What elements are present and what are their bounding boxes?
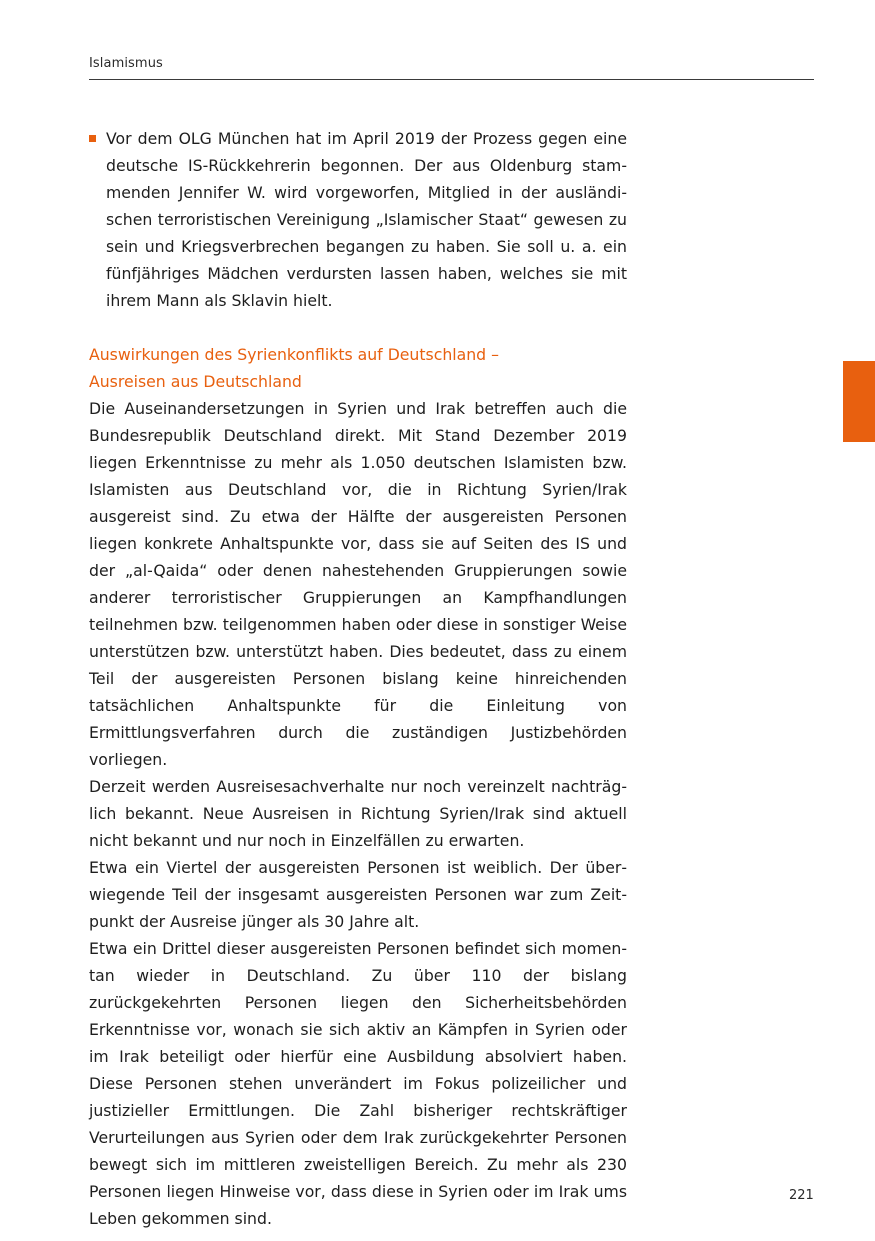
section-heading-line-1: Auswirkungen des Syrienkonflikts auf Deutschland – — [89, 345, 499, 364]
body-paragraph: Etwa ein Viertel der ausgereisten Personen ist weiblich. Der überwiegende Teil der insgesamt ausgereisten Personen war zum Zeitpunkt der Ausreise jünger als 30 Jahre alt. — [89, 858, 627, 931]
section-heading — [89, 341, 627, 395]
section-heading-line-2: Ausreisen aus Deutschland — [89, 372, 302, 391]
chapter-tab-marker — [843, 361, 875, 442]
body-paragraph: Derzeit werden Ausreisesachverhalte nur noch vereinzelt nachträglich bekannt. Neue Ausreisen in Richtung Syrien/Irak sind aktuell nicht bekannt und nur noch in Einzelfällen zu erwarten. — [89, 777, 627, 850]
bullet-text: Vor dem OLG München hat im April 2019 der Prozess gegen eine deutsche IS-Rückkehrerin begonnen. Der aus Oldenburg stammenden Jennifer W. wird vorgeworfen, Mitglied in der ausländischen terroristischen Vereinigung „Islamischer Staat“ gewesen zu sein und Kriegsverbrechen begangen zu haben. Sie soll u. a. ein fünfjähriges Mädchen verdursten lassen haben, welches sie mit ihrem Mann als Sklavin hielt. — [106, 129, 627, 310]
page-content — [89, 125, 627, 1232]
header-rule — [89, 79, 814, 80]
body-paragraph: Etwa ein Drittel dieser ausgereisten Personen befindet sich momentan wieder in Deutschland. Zu über 110 der bislang zurückgekehrten Personen liegen den Sicherheitsbehörden Erkenntnisse vor, wonach sie sich aktiv an Kämpfen in Syrien oder im Irak beteiligt oder hierfür eine Ausbildung absolviert haben. Diese Personen stehen unverändert im Fokus polizeilicher und justizieller Ermittlungen. Die Zahl bisheriger rechtskräftiger Verurteilungen aus Syrien oder dem Irak zurückgekehrter Personen bewegt sich im mittleren zweistelligen Bereich. Zu mehr als 230 Personen liegen Hinweise vor, dass diese in Syrien oder im Irak ums Leben gekommen sind. — [89, 939, 627, 1228]
running-header: Islamismus — [89, 56, 163, 71]
bullet-square-icon — [89, 135, 96, 142]
body-paragraph: Die Auseinandersetzungen in Syrien und Irak betreffen auch die Bundesrepublik Deutschland direkt. Mit Stand Dezember 2019 liegen Erkenntnisse zu mehr als 1.050 deutschen Islamisten bzw. Islamisten aus Deutschland vor, die in Richtung Syrien/Irak ausgereist sind. Zu etwa der Hälfte der ausgereisten Personen liegen konkrete Anhaltspunkte vor, dass sie auf Seiten des IS und der „al-Qaida“ oder denen nahestehenden Gruppierungen sowie anderer terroristischer Gruppierungen an Kampfhandlungen teilnehmen bzw. teilgenommen haben oder diese in sonstiger Weise unterstützen bzw. unterstützt haben. Dies bedeutet, dass zu einem Teil der ausgereisten Personen bislang keine hinreichenden tatsächlichen Anhaltspunkte für die Einleitung von Ermittlungsverfahren durch die zuständigen Justizbehörden vorliegen. — [89, 399, 627, 769]
page-number: 221 — [789, 1188, 814, 1203]
bullet-item — [89, 125, 627, 314]
